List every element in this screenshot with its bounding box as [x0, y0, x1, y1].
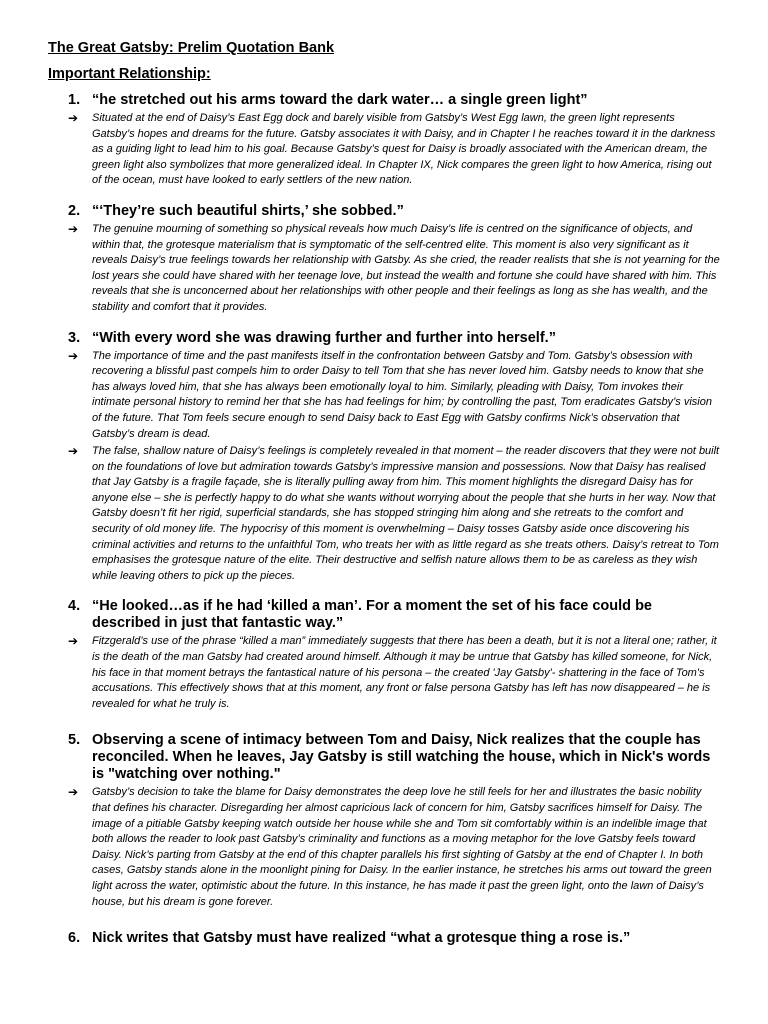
arrow-bullet-icon: ➔ — [68, 221, 79, 236]
analysis-note: The genuine mourning of something so physical reveals how much Daisy’s life is centred on the significance of objects, and within that, the grotesque materialism that is symptomatic of the self-centred elite. This moment is also very significant as it reveals Daisy’s true feelings towards her relationship with Gatsby. As she cried, the reader realists that she is not yearning for the lost years she could have shared with her teenage love, but instead the wealth and fortune she could have shared with him. This reveals that she is unconcerned about her relationships with other people and their feelings as long as she has wealth, and the stability and comfort that it provides. — [92, 222, 720, 313]
analysis-note: The importance of time and the past manifests itself in the confrontation between Gatsby and Tom. Gatsby’s obsession with recovering a blissful past compels him to order Daisy to tell Tom that she has never loved him. Gatsby needs to know that she has always loved him, that she has always been emotionally loyal to him. Similarly, pleading with Daisy, Tom invokes their intimate personal history to remind her that she has had feelings for him; by controlling the past, Tom eradicates Gatsby’s vision of the future. That Tom feels secure enough to send Daisy back to East Egg with Gatsby confirms Nick’s observation that Gatsby’s dream is dead. — [92, 349, 712, 440]
quote-number: 5. — [68, 732, 81, 749]
quote-item — [48, 598, 720, 712]
quote-item — [48, 732, 720, 910]
quote-item — [48, 930, 720, 947]
quote-text: “He looked…as if he had ‘killed a man’. For a moment the set of his face could be described in just that fantastic way.” — [92, 598, 652, 632]
quote-text: “he stretched out his arms toward the dark water… a single green light” — [92, 92, 588, 108]
analysis-note: The false, shallow nature of Daisy’s feelings is completely revealed in that moment – the reader discovers that they were not built on the foundations of love but admiration towards Gatsby’s impressive mansion and possessions. Now that Daisy has realised that Jay Gatsby is a fragile façade, she is literally pulling away from him. This moment highlights the disregard Daisy has for anyone else – she is perfectly happy to do what she wants without worrying about the people that she hurts in her way. Now that Gatsby doesn’t fit her rigid, superficial standards, she has stopped stringing him along and she retreats to the comfort and security of old money life. The hypocrisy of this moment is overwhelming – Daisy tosses Gatsby aside once discovering his criminal activities and returns to the unfaithful Tom, who treats her with as little regard as she treats others. Daisy’s retreat to Tom emphasises the grotesque nature of the elite. Their destructive and selfish nature allows them to be as careless as they wish while leaving others to pick up the pieces. — [92, 445, 720, 582]
analysis-note: Fitzgerald’s use of the phrase “killed a man” immediately suggests that there has been a death, but it is not a literal one; rather, it is the death of the man Gatsby had created around himself. Although it may be untrue that Gatsby has killed someone, for Nick, his face in that moment betrays the fantastical nature of his persona – the created 'Jay Gatsby'- shattering in the face of Tom's accusations. This effectively shows that at this moment, any front or false persona Gatsby has left has now disappeared – he is revealed for what he truly is. — [92, 635, 717, 710]
arrow-bullet-icon: ➔ — [68, 348, 79, 363]
arrow-bullet-icon: ➔ — [68, 111, 79, 125]
quotation-list — [48, 92, 720, 947]
quote-text: Nick writes that Gatsby must have realized “what a grotesque thing a rose is.” — [92, 930, 631, 947]
quote-text: “With every word she was drawing further and further into herself.” — [92, 329, 556, 346]
analysis-note: Situated at the end of Daisy’s East Egg dock and barely visible from Gatsby’s West Egg lawn, the green light represents Gatsby’s hopes and dreams for the future. Gatsby associates it with Daisy, and in Chapter I he reaches toward it in the darkness as a guiding light to lead him to his goal. Because Gatsby’s quest for Daisy is broadly associated with the American dream, the green light also symbolizes that more generalized ideal. In Chapter IX, Nick compares the green light to how America, rising out of the ocean, must have looked to early settlers of the new nation. — [92, 112, 716, 187]
quote-item — [48, 203, 720, 316]
quote-text: Observing a scene of intimacy between Tom and Daisy, Nick realizes that the couple has reconciled. When he leaves, Jay Gatsby is still watching the house, which in Nick's words is "watching over nothing." — [92, 732, 711, 783]
quote-number: 6. — [68, 930, 81, 947]
quote-number: 3. — [68, 329, 81, 346]
analysis-note: Gatsby’s decision to take the blame for Daisy demonstrates the deep love he still feels for her and illustrates the basic nobility that defines his character. Disregarding her almost capricious lack of concern for him, Gatsby sacrifices himself for Daisy. The image of a pitiable Gatsby keeping watch outside her house while she and Tom sit comfortably within is an indelible image that both allows the reader to look past Gatsby’s criminality and functions as a moving metaphor for the love Gatsby feels toward Daisy. Nick’s parting from Gatsby at the end of this chapter parallels his first sighting of Gatsby at the end of Chapter I. In both cases, Gatsby stands alone in the moonlight pining for Daisy. In the earlier instance, he stretches his arms out toward the green light across the water, optimistic about the future. In this instance, he has made it past the green light, onto the lawn of Daisy’s house, but his dream is gone forever. — [92, 786, 712, 908]
quote-item — [48, 92, 720, 189]
arrow-bullet-icon: ➔ — [68, 785, 79, 800]
quote-text: “‘They’re such beautiful shirts,’ she sobbed.” — [92, 202, 404, 219]
quote-item — [48, 330, 720, 585]
arrow-bullet-icon: ➔ — [68, 634, 79, 649]
document-title: The Great Gatsby: Prelim Quotation Bank — [48, 40, 335, 56]
quote-number: 2. — [68, 202, 81, 219]
arrow-bullet-icon: ➔ — [68, 444, 79, 459]
quote-number: 1. — [68, 92, 81, 108]
section-title: Important Relationship: — [48, 66, 211, 82]
quote-number: 4. — [68, 598, 81, 615]
